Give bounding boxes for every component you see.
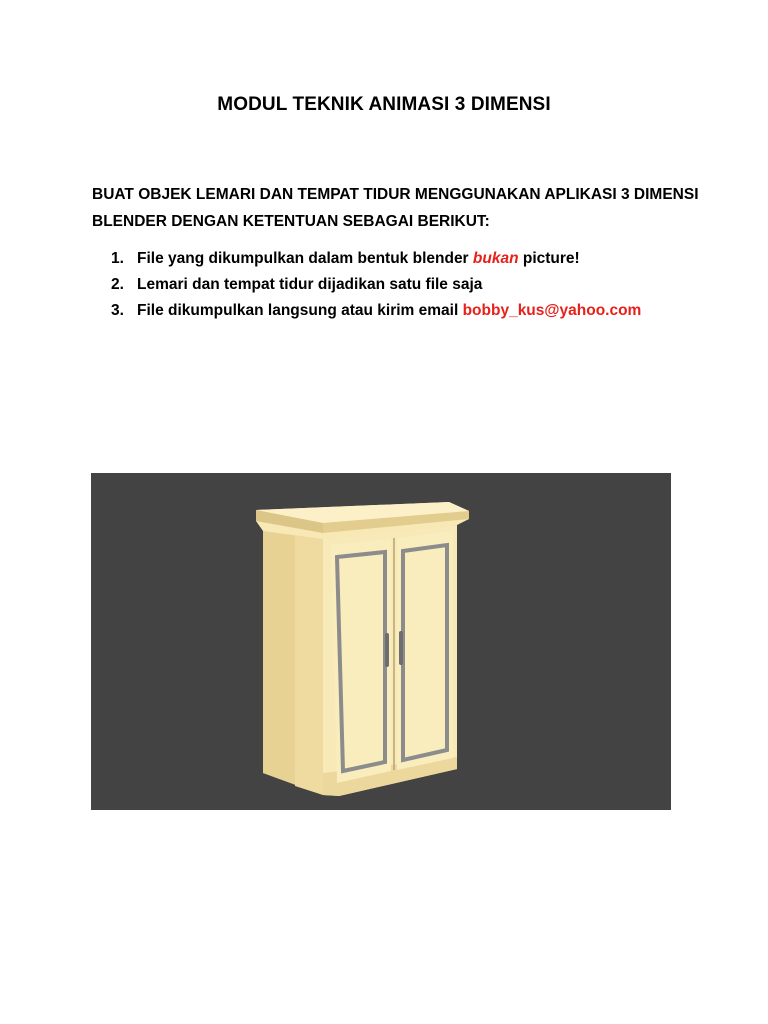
item-text: Lemari dan tempat tidur dijadikan satu file saja bbox=[137, 276, 483, 293]
intro-line-1: BUAT OBJEK LEMARI DAN TEMPAT TIDUR MENGGUNAKAN APLIKASI 3 DIMENSI bbox=[92, 186, 699, 203]
item-text-after: picture! bbox=[518, 250, 580, 267]
right-door bbox=[397, 531, 453, 770]
list-item bbox=[111, 272, 711, 298]
list-number: 3. bbox=[111, 302, 124, 319]
list-number: 1. bbox=[111, 250, 124, 267]
wardrobe-render-image bbox=[91, 473, 671, 810]
page-title: MODUL TEKNIK ANIMASI 3 DIMENSI bbox=[217, 94, 551, 115]
item-text: File yang dikumpulkan dalam bentuk blender bbox=[137, 250, 473, 267]
intro-paragraph bbox=[92, 181, 712, 235]
left-handle bbox=[385, 633, 389, 667]
list-item bbox=[111, 246, 711, 272]
requirements-list bbox=[111, 246, 711, 324]
item-highlight: bukan bbox=[472, 250, 519, 267]
list-item bbox=[111, 298, 711, 324]
wardrobe-illustration bbox=[91, 473, 671, 810]
right-handle bbox=[399, 631, 403, 665]
intro-line-2: BLENDER DENGAN KETENTUAN SEBAGAI BERIKUT: bbox=[92, 213, 490, 230]
list-number: 2. bbox=[111, 276, 124, 293]
email-link[interactable]: bobby_kus@yahoo.com bbox=[462, 302, 642, 319]
item-text: File dikumpulkan langsung atau kirim email bbox=[137, 302, 463, 319]
